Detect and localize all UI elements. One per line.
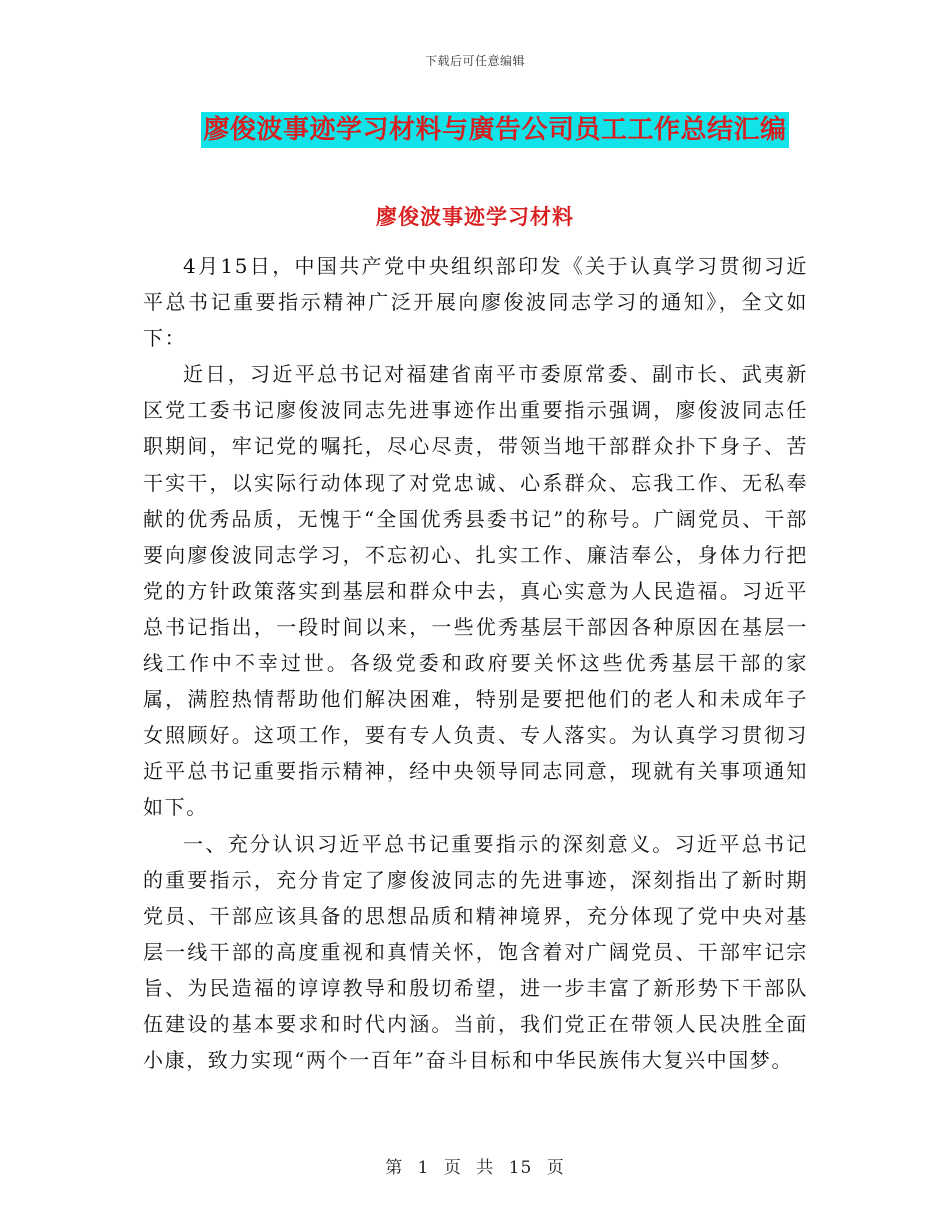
page-header: 下载后可任意编辑	[424, 54, 525, 68]
paragraph: 一、充分认识习近平总书记重要指示的深刻意义。习近平总书记的重要指示，充分肯定了廖俊波同志的先进事迹，深刻指出了新时期党员、干部应该具备的思想品质和精神境界，充分体现了党中央对基层一线干部的高度重视和真情关怀，饱含着对广阔党员、干部牢记宗旨、为民造福的谆谆教导和殷切希望，进一步丰富了新形势下干部队伍建设的基本要求和时代内涵。当前，我们党正在带领人民决胜全面小康，致力实现“两个一百年”奋斗目标和中华民族伟大复兴中国梦。	[143, 831, 808, 1073]
footer-total-prefix: 共	[476, 1158, 495, 1178]
page-number: 1	[417, 1158, 430, 1178]
document-body	[143, 248, 808, 1078]
paragraph: 4月15日，中国共产党中央组织部印发《关于认真学习贯彻习近平总书记重要指示精神广泛开展向廖俊波同志学习的通知》，全文如下：	[143, 254, 808, 351]
total-pages: 15	[508, 1158, 533, 1178]
footer-page-word: 页	[443, 1158, 462, 1178]
main-title-container	[0, 112, 950, 148]
document-main-title: 廖俊波事迹学习材料与廣告公司员工工作总结汇编	[201, 112, 788, 148]
section-title: 廖俊波事迹学习材料	[376, 205, 574, 229]
paragraph: 近日，习近平总书记对福建省南平市委原常委、副市长、武夷新区党工委书记廖俊波同志先进事迹作出重要指示强调，廖俊波同志任职期间，牢记党的嘱托，尽心尽责，带领当地干部群众扑下身子、苦干实干，以实际行动体现了对党忠诚、心系群众、忘我工作、无私奉献的优秀品质，无愧于“全国优秀县委书记”的称号。广阔党员、干部要向廖俊波同志学习，不忘初心、扎实工作、廉洁奉公，身体力行把党的方针政策落实到基层和群众中去，真心实意为人民造福。习近平总书记指出，一段时间以来，一些优秀基层干部因各种原因在基层一线工作中不幸过世。各级党委和政府要关怀这些优秀基层干部的家属，满腔热情帮助他们解决困难，特别是要把他们的老人和未成年子女照顾好。这项工作，要有专人负责、专人落实。为认真学习贯彻习近平总书记重要指示精神，经中央领导同志同意，现就有关事项通知如下。	[143, 362, 808, 820]
footer-prefix: 第	[385, 1158, 404, 1178]
footer-total-suffix: 页	[546, 1158, 565, 1178]
page-footer	[0, 1153, 950, 1178]
